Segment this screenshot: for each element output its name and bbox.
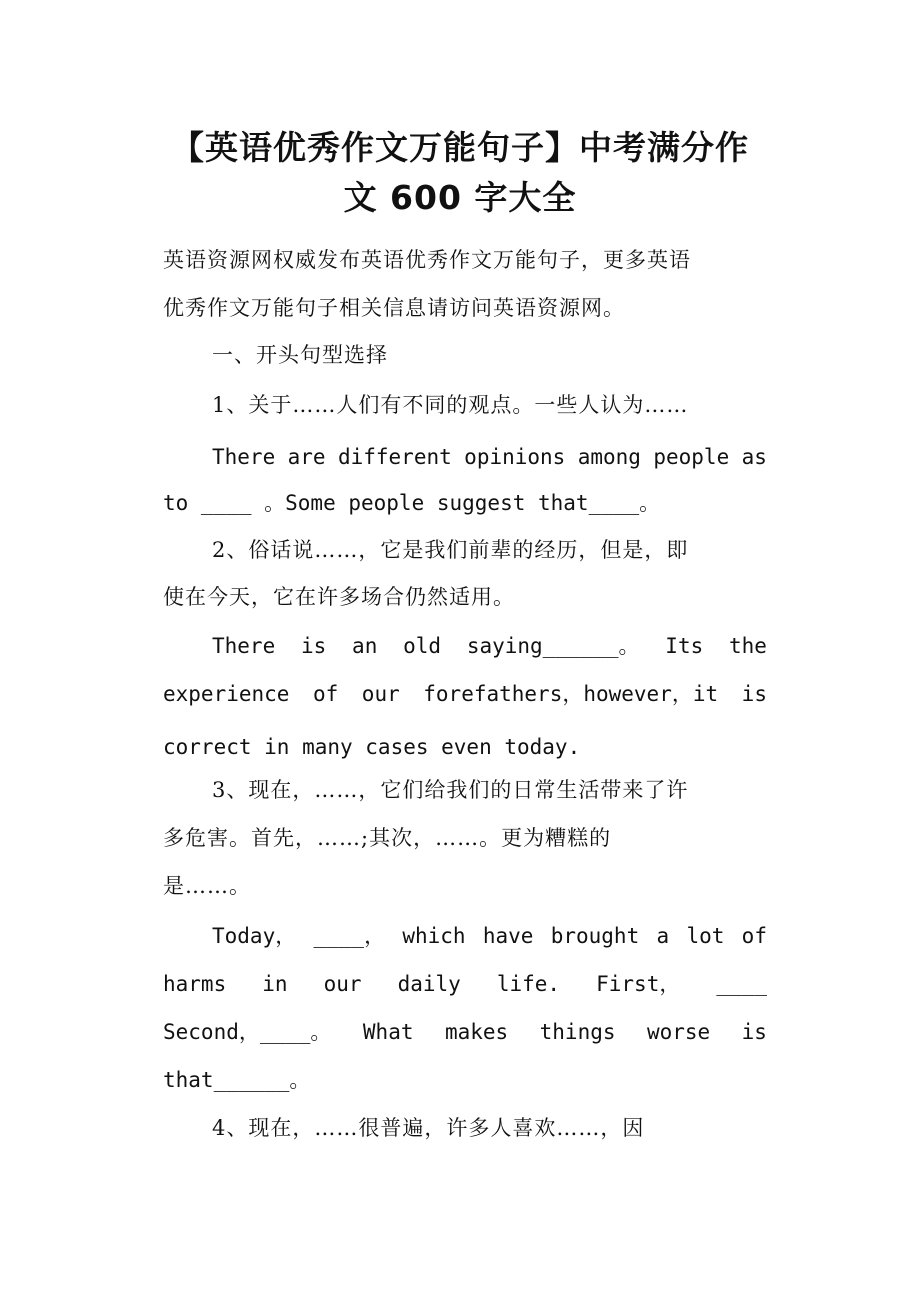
item-2-chinese-line-2: 使在今天，它在许多场合仍然适用。 (163, 585, 515, 609)
item-2-chinese-line-1: 2、俗话说……，它是我们前辈的经历，但是，即 (212, 538, 689, 562)
word: is (741, 682, 767, 706)
word: is (741, 1020, 767, 1044)
word: daily (397, 972, 461, 996)
word: opinions (464, 445, 566, 469)
word: old (403, 634, 442, 658)
word: Second，____。 (163, 1020, 332, 1044)
item-3-chinese-line-3: 是……。 (163, 874, 251, 898)
word: forefathers，however，it (423, 682, 719, 706)
document-title-line-2: 文 600 字大全 (343, 178, 577, 217)
word: ____ (716, 972, 767, 996)
word: which (402, 924, 466, 948)
word: are (287, 445, 326, 469)
item-2-english-line-1 (212, 632, 767, 660)
item-2-english-line-2 (163, 680, 767, 708)
word: have (482, 924, 534, 948)
item-3-english-line-2 (163, 970, 767, 998)
word: a (656, 924, 670, 948)
word: There (212, 445, 276, 469)
word: makes (444, 1020, 509, 1044)
word: lot (686, 924, 725, 948)
word: ____， (313, 924, 386, 948)
word: in (262, 972, 288, 996)
word: people (653, 445, 730, 469)
word: our (323, 972, 362, 996)
item-2-english-line-3: correct in many cases even today. (163, 735, 581, 759)
item-3-chinese-line-2: 多危害。首先，……;其次，……。更为糟糕的 (163, 826, 612, 850)
word: of (312, 682, 339, 706)
word: experience (163, 682, 290, 706)
item-3-english-line-4: that______。 (163, 1068, 311, 1092)
document-title-line-1: 【英语优秀作文万能句子】中考满分作 (171, 128, 749, 167)
word: the (729, 634, 767, 658)
item-3-english-line-3 (163, 1018, 767, 1046)
word: There (212, 634, 276, 658)
item-4-chinese-line-1: 4、现在，……很普遍，许多人喜欢……，因 (212, 1116, 645, 1140)
word: Its (665, 634, 704, 658)
word: of (741, 924, 767, 948)
word: harms (163, 972, 227, 996)
section-heading: 一、开头句型选择 (212, 343, 388, 367)
word: our (361, 682, 400, 706)
word: What (362, 1020, 414, 1044)
word: as (741, 445, 767, 469)
word: saying______。 (466, 634, 640, 658)
word: Today， (212, 924, 297, 948)
intro-line-2: 优秀作文万能句子相关信息请访问英语资源网。 (163, 296, 625, 320)
intro-line-1: 英语资源网权威发布英语优秀作文万能句子，更多英语 (163, 248, 691, 272)
word: things (539, 1020, 616, 1044)
word: among (577, 445, 641, 469)
word: brought (550, 924, 640, 948)
item-1-english-line-1 (212, 443, 767, 471)
word: an (352, 634, 378, 658)
word: worse (646, 1020, 711, 1044)
item-1-chinese: 1、关于……人们有不同的观点。一些人认为…… (212, 393, 689, 417)
word: different (337, 445, 452, 469)
word: is (300, 634, 327, 658)
word: First， (596, 972, 681, 996)
item-1-english-line-2: to ____ 。Some people suggest that____。 (163, 491, 661, 515)
item-3-chinese-line-1: 3、现在，……，它们给我们的日常生活带来了许 (212, 778, 689, 802)
word: life. (496, 972, 561, 996)
item-3-english-line-1 (212, 922, 767, 950)
